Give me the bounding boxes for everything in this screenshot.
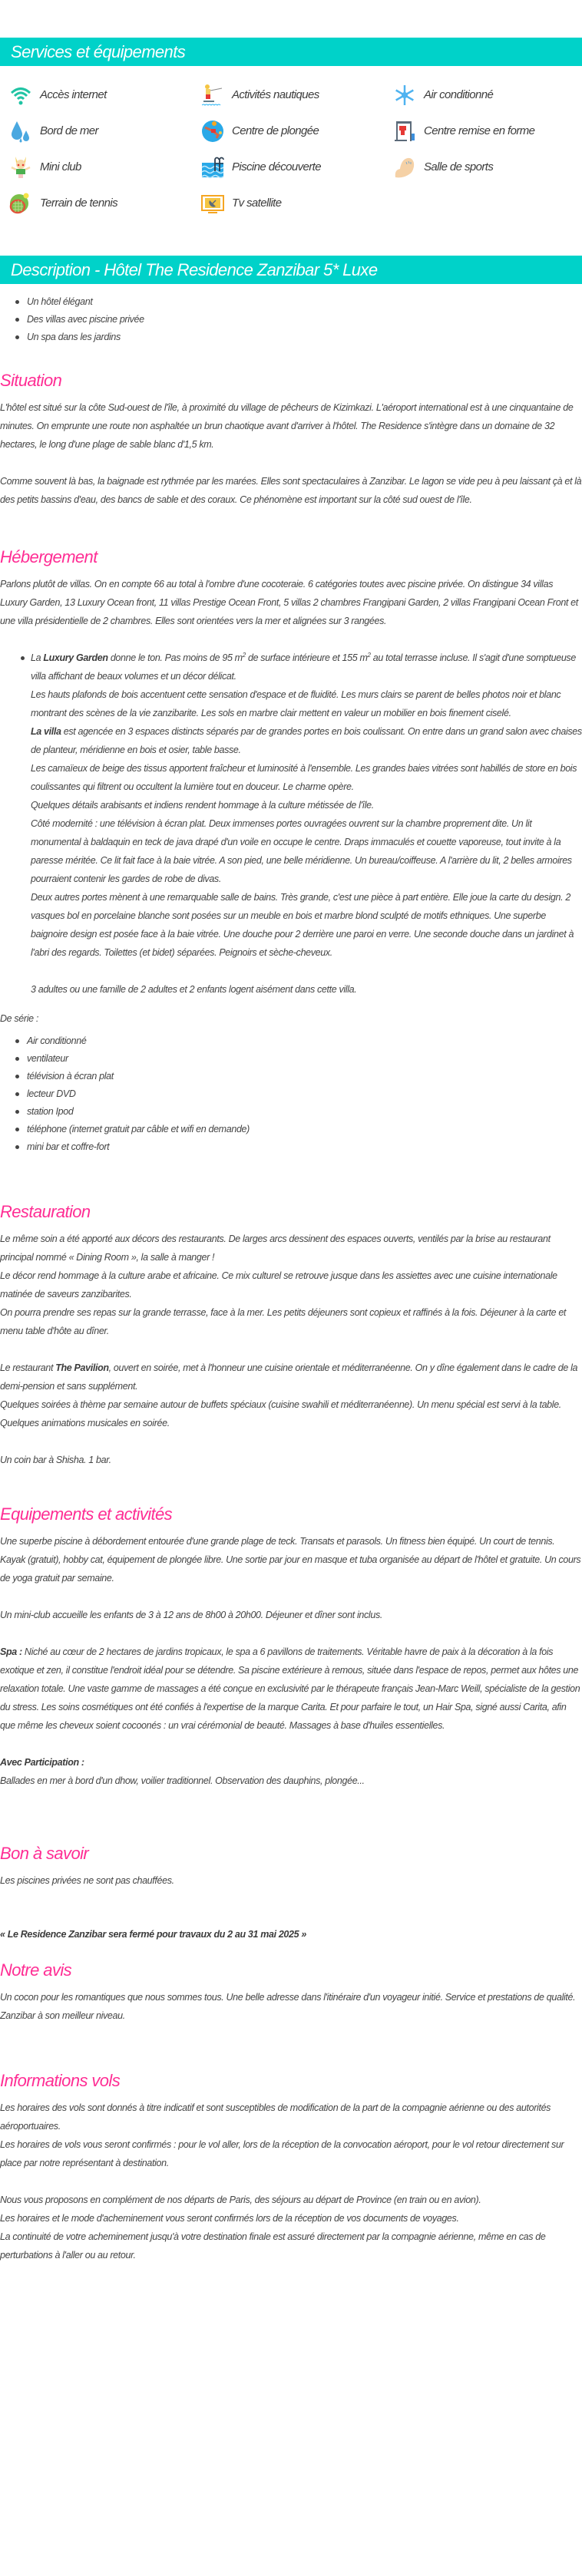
- kid-icon: [9, 156, 32, 179]
- restauration-paragraph: Le décor rend hommage à la culture arabe et africaine. Ce mix culturel se retrouve jusque dans les assiettes avec une cuisine internationale matinée de saveurs zanzibarites.: [0, 1270, 557, 1300]
- serie-list: [0, 1032, 582, 1156]
- service-label: Tv satellite: [232, 196, 282, 210]
- service-item-air-conditionne: [393, 77, 582, 113]
- service-item-bord-de-mer: [9, 113, 201, 149]
- wifi-icon: [9, 84, 32, 107]
- luxury-garden-item: [0, 649, 582, 999]
- service-label: Accès internet: [40, 88, 107, 101]
- services-grid: [0, 66, 582, 221]
- services-section-header: Services et équipements: [0, 38, 582, 66]
- fitness-machine-icon: [393, 120, 416, 143]
- restauration-paragraph: Quelques soirées à thème par semaine autour de buffets spéciaux (cuisine swahili et méditerranéenne). Un menu spécial est servi à la table.: [0, 1399, 561, 1410]
- service-label: Mini club: [40, 160, 81, 173]
- closure-notice: « Le Residence Zanzibar sera fermé pour travaux du 2 au 31 mai 2025 »: [0, 1929, 306, 1940]
- restauration-paragraph: Quelques animations musicales en soirée.: [0, 1418, 170, 1428]
- spa-paragraph: Spa : Niché au cœur de 2 hectares de jardins tropicaux, le spa a 6 pavillons de traitements. Véritable havre de paix à la décoration à la fois exotique et zen, il constitue l'endroit idéal pour se détendre. Sa piscine extérieure à remous, située dans l'espace de repos, permet aux hôtes une relaxation totale. Une vaste gamme de massages a été conçue en exclusivité par le thérapeute français Jean-Marc Weill, spécialiste de la gestion du stress. Les soins cosmétiques ont été confiés à l'expertise de la marque Carita. Et pour parfaire le tout, un Hair Spa, signé aussi Carita, afin que même les cheveux soient cocoonés : un vrai cérémonial de beauté. Massages à base d'huiles essentielles.: [0, 1646, 580, 1731]
- villa-paragraph: La villa est agencée en 3 espaces distincts séparés par de grandes portes en bois coulissant. On entre dans un grand salon avec chaises de planteur, méridienne en bois et osier, table basse.: [31, 726, 582, 755]
- luxury-garden-paragraph: La Luxury Garden donne le ton. Pas moins de 95 $m^2$ de surface intérieure et 155 $m^2$ au total terrasse incluse. Il s'agit d'une somptueuse villa affichant de beaux volumes et un décor délicat.: [31, 651, 576, 682]
- serie-item: station Ipod: [15, 1103, 582, 1121]
- highlight-item: Des villas avec piscine privée: [15, 311, 582, 329]
- service-item-internet: [9, 77, 201, 113]
- hotel-description-page: [0, 38, 582, 2576]
- participation-text: Ballades en mer à bord d'un dhow, voilier traditionnel. Observation des dauphins, plongée...: [0, 1775, 365, 1786]
- restauration-paragraph: Le même soin a été apporté aux décors des restaurants. De larges arcs dessinent des espaces ouverts, ventilés par la brise au restaurant principal nommé « Dining Room », la salle à manger !: [0, 1234, 551, 1263]
- serie-item: téléphone (internet gratuit par câble et wifi en demande): [15, 1121, 582, 1138]
- service-label: Activités nautiques: [232, 88, 319, 101]
- notre-avis-heading: Notre avis: [0, 1960, 72, 1980]
- luxury-garden-paragraph: Côté modernité : une télévision à écran plat. Deux immenses portes ouvragées ouvrent sur la chambre proprement dite. Un lit monumental à baldaquin en teck de java drapé d'un voile en occupe le centre. Draps immaculés et couette vaporeuse, tout invite à la paresse méritée. Ce lit fait face à la baie vitrée. A son pied, une belle méridienne. Un bureau/coiffeuse. A l'arrière du lit, 2 belles armoires pourraient contenir les gardes de robe de divas.: [31, 818, 572, 884]
- vols-paragraph: Les horaires de vols vous seront confirmés : pour le vol aller, lors de la réception de la convocation aéroport, pour le vol retour directement sur place par notre représentant à destination.: [0, 2139, 564, 2168]
- serie-item: Air conditionné: [15, 1032, 582, 1050]
- satellite-tv-icon: [201, 192, 224, 215]
- service-item-mini-club: [9, 149, 201, 185]
- service-label: Terrain de tennis: [40, 196, 117, 210]
- situation-paragraph: Comme souvent là bas, la baignade est rythmée par les marées. Elles sont spectaculaires à Zanzibar. Le lagon se vide peu à peu laissant çà et là des petits bassins d'eau, des bancs de sable et des coraux. Ce phénomène est important sur la côté sud ouest de l'île.: [0, 476, 582, 505]
- restauration-paragraph: Un coin bar à Shisha. 1 bar.: [0, 1455, 111, 1465]
- serie-label: De série :: [0, 1013, 38, 1024]
- service-item-remise-en-forme: [393, 113, 582, 149]
- muscle-arm-icon: [393, 156, 416, 179]
- vols-paragraph: Nous vous proposons en complément de nos départs de Paris, des séjours au départ de Province (en train ou en avion).: [0, 2195, 481, 2205]
- water-ski-icon: [201, 84, 224, 107]
- participation-label: Avec Participation :: [0, 1757, 84, 1768]
- service-item-nautique: [201, 77, 393, 113]
- service-label: Piscine découverte: [232, 160, 321, 173]
- equipements-paragraph: Une superbe piscine à débordement entourée d'une grande plage de teck. Transats et parasols. Un fitness bien équipé. Un court de tennis. Kayak (gratuit), hobby cat, équipement de plongée libre. Une sortie par jour en masque et tuba organisée au départ de l'hôtel et gratuite. Un cours de yoga gratuit par semaine.: [0, 1536, 581, 1584]
- luxury-garden-paragraph: Les hauts plafonds de bois accentuent cette sensation d'espace et de fluidité. Les murs clairs se parent de belles photos noir et blanc montrant des scènes de la vie zanzibarite. Les sols en marbre clair mettent en valeur un mobilier en bois finement ciselé.: [31, 689, 561, 718]
- water-drops-icon: [9, 120, 32, 143]
- vols-paragraph: Les horaires et le mode d'acheminement vous seront confirmés lors de la réception de vos documents de voyages.: [0, 2213, 459, 2224]
- luxury-garden-paragraph: Quelques détails arabisants et indiens rendent hommage à la culture métissée de l'île.: [31, 800, 374, 811]
- description-section-header: Description - Hôtel The Residence Zanzibar 5* Luxe: [0, 256, 582, 284]
- tennis-icon: [9, 192, 32, 215]
- equipements-heading: Equipements et activités: [0, 1504, 173, 1524]
- service-label: Centre de plongée: [232, 124, 319, 137]
- diver-icon: [201, 120, 224, 143]
- highlight-item: Un hôtel élégant: [15, 293, 582, 311]
- informations-vols-heading: Informations vols: [0, 2071, 121, 2090]
- notre-avis-paragraph: Un cocon pour les romantiques que nous sommes tous. Une belle adresse dans l'itinéraire d'un voyageur initié. Service et prestations de qualité. Zanzibar à son meilleur niveau.: [0, 1992, 576, 2021]
- restauration-heading: Restauration: [0, 1202, 91, 1221]
- highlight-item: Un spa dans les jardins: [15, 329, 582, 346]
- pavilion-paragraph: Le restaurant The Pavilion, ouvert en soirée, met à l'honneur une cuisine orientale et méditerranéenne. On y dîne également dans le cadre de la demi-pension et sans supplément.: [0, 1362, 578, 1392]
- equipements-paragraph: Un mini-club accueille les enfants de 3 à 12 ans de 8h00 à 20h00. Déjeuner et dîner sont inclus.: [0, 1610, 382, 1620]
- pool-icon: [201, 156, 224, 179]
- capacity-text: 3 adultes ou une famille de 2 adultes et 2 enfants logent aisément dans cette villa.: [31, 984, 357, 995]
- hebergement-heading: Hébergement: [0, 547, 98, 566]
- luxury-garden-paragraph: Deux autres portes mènent à une remarquable salle de bains. Très grande, c'est une pièce à part entière. Elle joue la carte du design. 2 vasques bol en porcelaine blanche sont posées sur un meuble en bois et marbre blond sculpté de motifs ethniques. Une superbe baignoire design est posée face à la baie vitrée. Une douche pour 2 derrière une paroi en verre. Une seconde douche dans un jardinet à l'abri des regards. Toilettes (et bidet) séparées. Peignoirs et sèche-cheveux.: [31, 892, 574, 958]
- service-item-tennis: [9, 185, 201, 221]
- bon-a-savoir-paragraph: Les piscines privées ne sont pas chauffées.: [0, 1875, 174, 1886]
- luxury-garden-paragraph: Les camaïeux de beige des tissus apportent fraîcheur et luminosité à l'ensemble. Les grandes baies vitrées sont habillés de store en bois coulissantes qui filtrent ou occultent la lumière tout en douceur. Le charme opère.: [31, 763, 577, 792]
- vols-paragraph: Les horaires des vols sont donnés à titre indicatif et sont susceptibles de modification de la part de la compagnie aérienne ou des autorités aéroportuaires.: [0, 2102, 551, 2132]
- serie-item: mini bar et coffre-fort: [15, 1138, 582, 1156]
- service-label: Centre remise en forme: [424, 124, 535, 137]
- restauration-paragraph: On pourra prendre ses repas sur la grande terrasse, face à la mer. Les petits déjeuners sont copieux et raffinés à la fois. Déjeuner à la carte et menu table d'hôte au dîner.: [0, 1307, 567, 1336]
- snowflake-icon: [393, 84, 416, 107]
- vols-paragraph: La continuité de votre acheminement jusqu'à votre destination finale est assuré directement par la compagnie aérienne, même en cas de perturbations à l'aller ou au retour.: [0, 2231, 546, 2261]
- service-item-tv-satellite: [201, 185, 393, 221]
- service-label: Salle de sports: [424, 160, 494, 173]
- serie-item: ventilateur: [15, 1050, 582, 1068]
- serie-item: lecteur DVD: [15, 1085, 582, 1103]
- highlights-list: [0, 293, 582, 346]
- situation-paragraph: L'hôtel est situé sur la côte Sud-ouest de l'île, à proximité du village de pêcheurs de Kizimkazi. L'aéroport international est à une cinquantaine de minutes. On emprunte une route non asphaltée un brun chaotique avant d'arriver à l'hôtel. The Residence s'intègre dans un domaine de 32 hectares, le long d'une plage de sable blanc d'1,5 km.: [0, 402, 574, 450]
- service-label: Bord de mer: [40, 124, 98, 137]
- service-item-plongee: [201, 113, 393, 149]
- service-item-salle-de-sports: [393, 149, 582, 185]
- hebergement-intro: Parlons plutôt de villas. On en compte 66 au total à l'ombre d'une cocoteraie. 6 catégories toutes avec piscine privée. On distingue 34 villas Luxury Garden, 13 Luxury Ocean front, 11 villas Prestige Ocean Front, 5 villas 2 chambres Frangipani Garden, 2 villas Frangipani Ocean Front et une villa présidentielle de 2 chambres. Elles sont orientées vers la mer et alignées sur 3 rangées.: [0, 579, 578, 626]
- bon-a-savoir-heading: Bon à savoir: [0, 1844, 89, 1863]
- serie-item: télévision à écran plat: [15, 1068, 582, 1085]
- service-label: Air conditionné: [424, 88, 494, 101]
- situation-heading: Situation: [0, 371, 62, 390]
- service-item-piscine: [201, 149, 393, 185]
